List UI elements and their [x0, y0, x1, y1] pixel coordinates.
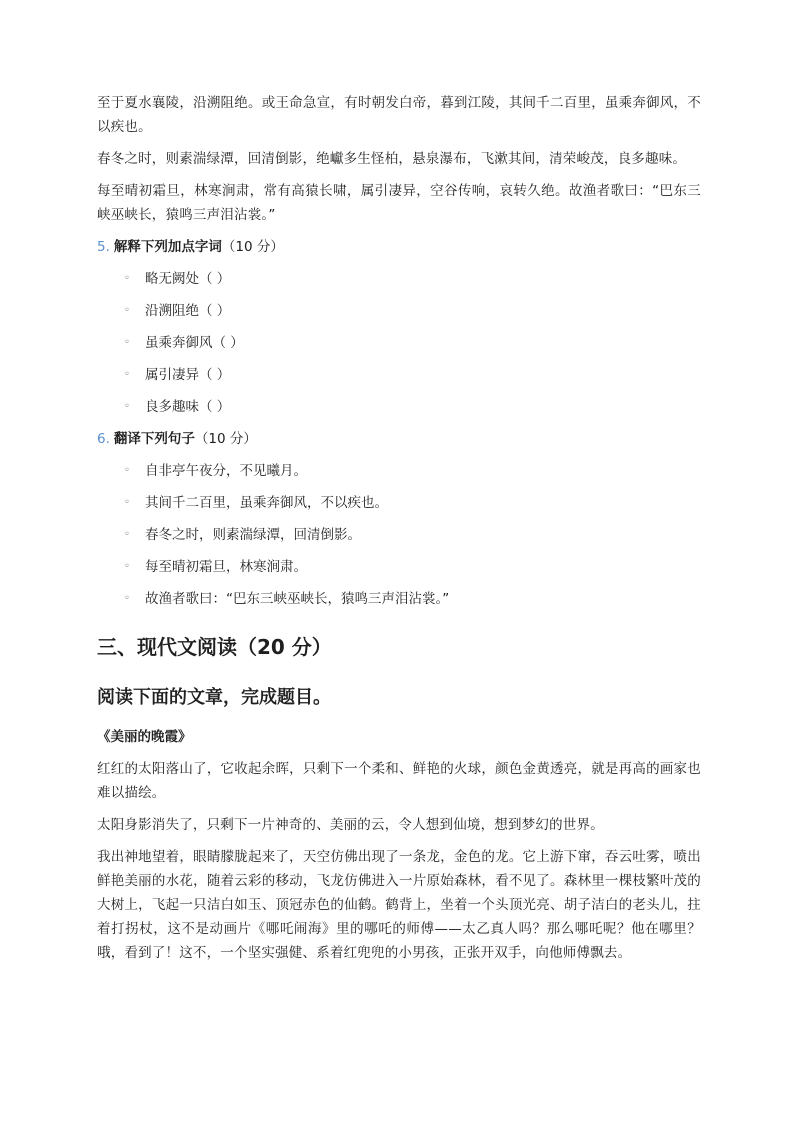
bullet-icon: ◦: [124, 305, 130, 316]
article-title: 《美丽的晚霞》: [97, 729, 192, 745]
question-5-title: 解释下列加点字词: [113, 239, 222, 255]
section-3-heading: 三、现代文阅读（20 分）: [97, 635, 332, 659]
list-item: ◦ 春冬之时，则素湍绿潭，回清倒影。: [97, 523, 701, 547]
bullet-icon: ◦: [124, 465, 130, 476]
bullet-icon: ◦: [124, 401, 130, 412]
article-paragraph-1: 红红的太阳落山了，它收起余晖，只剩下一个柔和、鲜艳的火球，颜色金黄透亮，就是再高的画家也难以描绘。: [97, 761, 701, 801]
bullet-icon: ◦: [124, 497, 130, 508]
question-5-list: [97, 267, 701, 419]
intro-paragraph-2: 春冬之时，则素湍绿潭，回清倒影，绝巘多生怪柏，悬泉瀑布，飞漱其间，清荣峻茂，良多趣味。: [97, 151, 687, 167]
bullet-icon: ◦: [124, 593, 130, 604]
bullet-icon: ◦: [124, 529, 130, 540]
bullet-icon: ◦: [124, 273, 130, 284]
list-item: ◦ 其间千二百里，虽乘奔御风，不以疾也。: [97, 491, 701, 515]
list-item: ◦ 沿溯阻绝（ ）: [97, 299, 701, 323]
question-5-score: （10 分）: [221, 239, 284, 255]
question-6-list: [97, 459, 701, 611]
question-6-number: 6.: [97, 431, 110, 447]
article-paragraph-3: 我出神地望着，眼睛朦胧起来了，天空仿佛出现了一条龙，金色的龙。它上游下窜，吞云吐雾，喷出鲜艳美丽的水花，随着云彩的移动，飞龙仿佛进入一片原始森林，看不见了。森林里一棵枝繁叶茂的大树上，飞起一只洁白如玉、顶冠赤色的仙鹤。鹤背上，坐着一个头顶光亮、胡子洁白的老头儿，拄着打拐杖，这不是动画片《哪吒闹海》里的哪吒的师傅——太乙真人吗？那么哪吒呢？他在哪里？哦，看到了！这不，一个坚实强健、系着红兜兜的小男孩，正张开双手，向他师傅飘去。: [97, 849, 701, 961]
question-5-heading: [97, 235, 701, 259]
bullet-icon: ◦: [124, 337, 130, 348]
list-item: ◦ 故渔者歌曰：“巴东三峡巫峡长，猿鸣三声泪沾裳。”: [97, 587, 701, 611]
question-6-heading: [97, 427, 701, 451]
bullet-icon: ◦: [124, 561, 130, 572]
list-item: ◦ 良多趣味（ ）: [97, 395, 701, 419]
list-item: ◦ 略无阙处（ ）: [97, 267, 701, 291]
article-paragraph-2: 太阳身影消失了，只剩下一片神奇的、美丽的云，令人想到仙境，想到梦幻的世界。: [97, 817, 604, 833]
list-item: ◦ 自非亭午夜分，不见曦月。: [97, 459, 701, 483]
list-item: ◦ 每至晴初霜旦，林寒涧肃。: [97, 555, 701, 579]
bullet-icon: ◦: [124, 369, 130, 380]
question-5-number: 5.: [97, 239, 110, 255]
document-page: [97, 91, 701, 973]
section-3-subheading: 阅读下面的文章，完成题目。: [97, 687, 331, 708]
list-item: ◦ 属引凄异（ ）: [97, 363, 701, 387]
question-6-title: 翻译下列句子: [113, 431, 195, 447]
intro-paragraph-1: 至于夏水襄陵，沿溯阻绝。或王命急宣，有时朝发白帝，暮到江陵，其间千二百里，虽乘奔御风，不以疾也。: [97, 95, 701, 135]
list-item: ◦ 虽乘奔御风（ ）: [97, 331, 701, 355]
question-6-score: （10 分）: [194, 431, 257, 447]
intro-paragraph-3: 每至晴初霜旦，林寒涧肃，常有高猿长啸，属引凄异，空谷传响，哀转久绝。故渔者歌曰：“巴东三峡巫峡长，猿鸣三声泪沾裳。”: [97, 183, 701, 223]
